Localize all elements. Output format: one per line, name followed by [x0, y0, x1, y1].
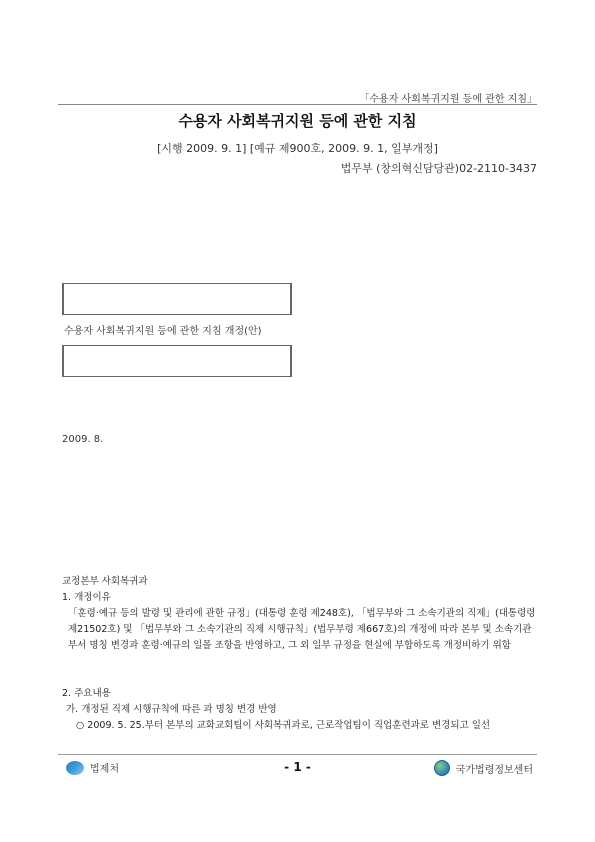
- section-2-heading: 2. 주요내용: [62, 688, 111, 699]
- document-date: 2009. 8.: [62, 434, 104, 445]
- organization-label: 교정본부 사회복귀과: [62, 576, 148, 587]
- empty-frame-top: [62, 283, 292, 315]
- document-title: 수용자 사회복귀지원 등에 관한 지침: [178, 112, 417, 130]
- section-2-item: ○ 2009. 5. 25.부터 본부의 교화교회팀이 사회복귀과로, 근로작업팀이 직업훈련과로 변경되고 일선: [76, 720, 491, 731]
- amendment-caption: 수용자 사회복귀지원 등에 관한 지침 개정(안): [64, 326, 262, 337]
- section-2-subheading: 가. 개정된 직제 시행규칙에 따른 과 명칭 변경 반영: [66, 704, 277, 715]
- section-1-text: 「훈령·예규 등의 발령 및 관리에 관한 규정」(대통령 훈령 제248호), 「법무부와 그 소속기관의 직제」(대통령령 제21502호) 및 「법무부와 그 소속기관의 직제 시행규칙」(법무부령 제667호)의 개정에 따라 본부 및 소속기관 부서 명칭 변경과 훈령·예규의 일몰 조항을 반영하고, 그 외 일부 규정을 현실에 부합하도록 개정비하기 위함: [68, 608, 536, 651]
- document-reference-title: 「수용자 사회복귀지원 등에 관한 지침」: [359, 94, 537, 105]
- footer-divider: [58, 754, 537, 755]
- header-divider: [58, 104, 537, 105]
- section-1-heading: 1. 개정이유: [62, 592, 111, 603]
- footer-left-label: 법제처: [90, 764, 119, 775]
- department-contact: 법무부 (창의혁신담당관)02-2110-3437: [340, 162, 537, 175]
- globe-logo-icon: [434, 760, 450, 776]
- footer-right-label: 국가법령정보센터: [455, 764, 533, 776]
- enforcement-info: [시행 2009. 9. 1] [예규 제900호, 2009. 9. 1, 일부개정]: [157, 142, 438, 155]
- empty-frame-bottom: [62, 345, 292, 377]
- page-number: - 1 -: [284, 760, 311, 774]
- footer-right: [434, 760, 533, 776]
